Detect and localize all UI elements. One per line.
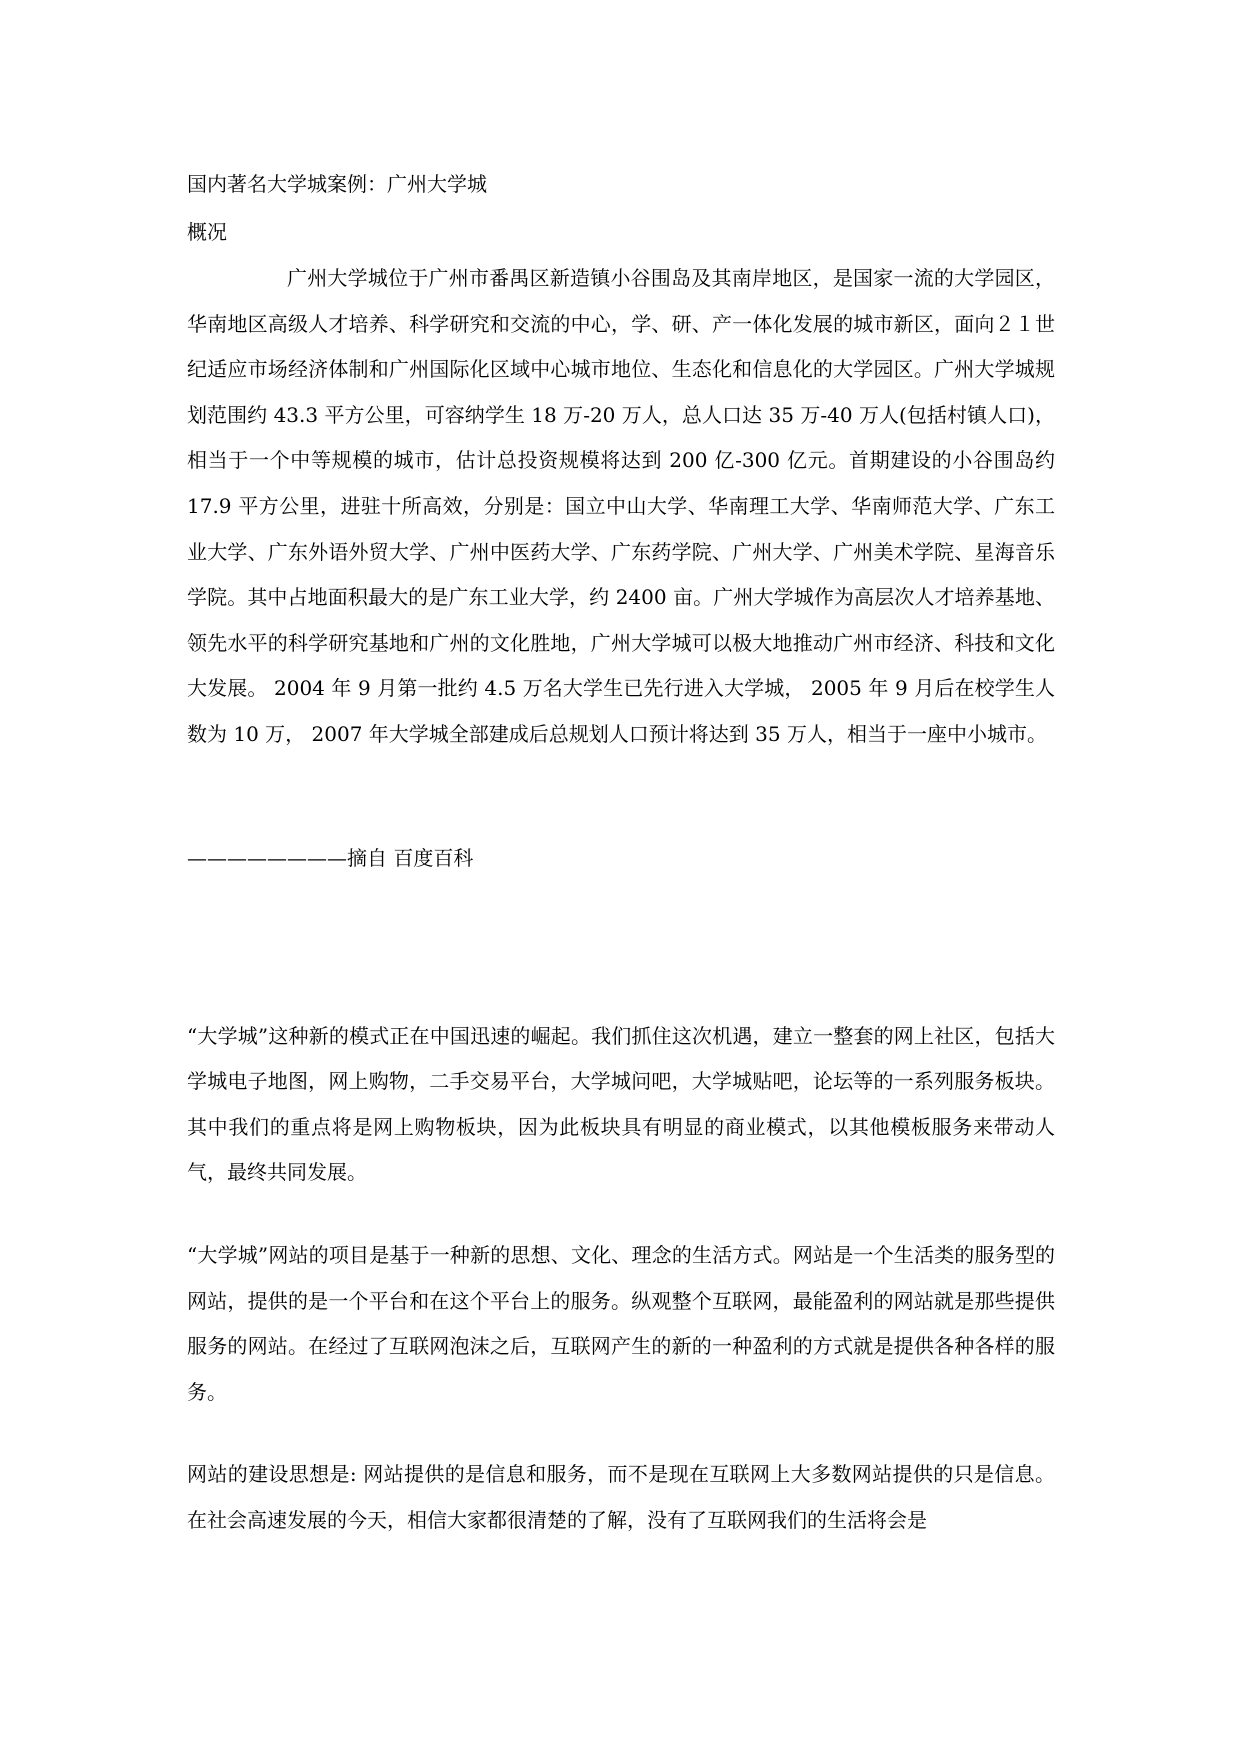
body-paragraph-1: “大学城”这种新的模式正在中国迅速的崛起。我们抓住这次机遇，建立一整套的网上社区，包括大学城电子地图，网上购物，二手交易平台，大学城问吧，大学城贴吧，论坛等的一系列服务板块。其中我们的重点将是网上购物板块，因为此板块具有明显的商业模式，以其他模板服务来带动人气，最终共同发展。 <box>187 1023 1055 1185</box>
body-paragraph-2: “大学城”网站的项目是基于一种新的思想、文化、理念的生活方式。网站是一个生活类的服务型的网站，提供的是一个平台和在这个平台上的服务。纵观整个互联网，最能盈利的网站就是那些提供服务的网站。在经过了互联网泡沫之后，互联网产生的新的一种盈利的方式就是提供各种各样的服务。 <box>187 1242 1055 1404</box>
section-heading: 概况 <box>187 220 227 244</box>
intro-paragraph: 广州大学城位于广州市番禺区新造镇小谷围岛及其南岸地区，是国家一流的大学园区，华南地区高级人才培养、科学研究和交流的中心，学、研、产一体化发展的城市新区，面向２１世纪适应市场经济体制和广州国际化区域中心城市地位、生态化和信息化的大学园区。广州大学城规划范围约 43.3 平方公里，可容纳学生 18 万-20 万人，总人口达 35 万-40 万人(包括村镇人口)，相当于一个中等规模的城市，估计总投资规模将达到 200 亿-300 亿元。首期建设的小谷围岛约 17.9 平方公里，进驻十所高效，分别是：国立中山大学、华南理工大学、华南师范大学、广东工业大学、广东外语外贸大学、广州中医药大学、广东药学院、广州大学、广州美术学院、星海音乐学院。其中占地面积最大的是广东工业大学，约 2400 亩。广州大学城作为高层次人才培养基地、领先水平的科学研究基地和广州的文化胜地，广州大学城可以极大地推动广州市经济、科技和文化大发展。 2004 年 9 月第一批约 4.5 万名大学生已先行进入大学城， 2005 年 9 月后在校学生人数为 10 万， 2007 年大学城全部建成后总规划人口预计将达到 35 万人，相当于一座中小城市。 <box>187 266 1055 746</box>
document-body <box>187 160 1055 1543</box>
source-attribution: ————————摘自 百度百科 <box>187 845 474 870</box>
spacer <box>187 882 1055 1014</box>
spacer <box>187 1196 1055 1233</box>
spacer <box>187 758 1055 834</box>
spacer <box>187 1415 1055 1452</box>
document-title: 国内著名大学城案例：广州大学城 <box>187 172 487 196</box>
body-paragraph-3: 网站的建设思想是: 网站提供的是信息和服务，而不是现在互联网上大多数网站提供的只是信息。在社会高速发展的今天，相信大家都很清楚的了解，没有了互联网我们的生活将会是 <box>187 1462 1055 1532</box>
